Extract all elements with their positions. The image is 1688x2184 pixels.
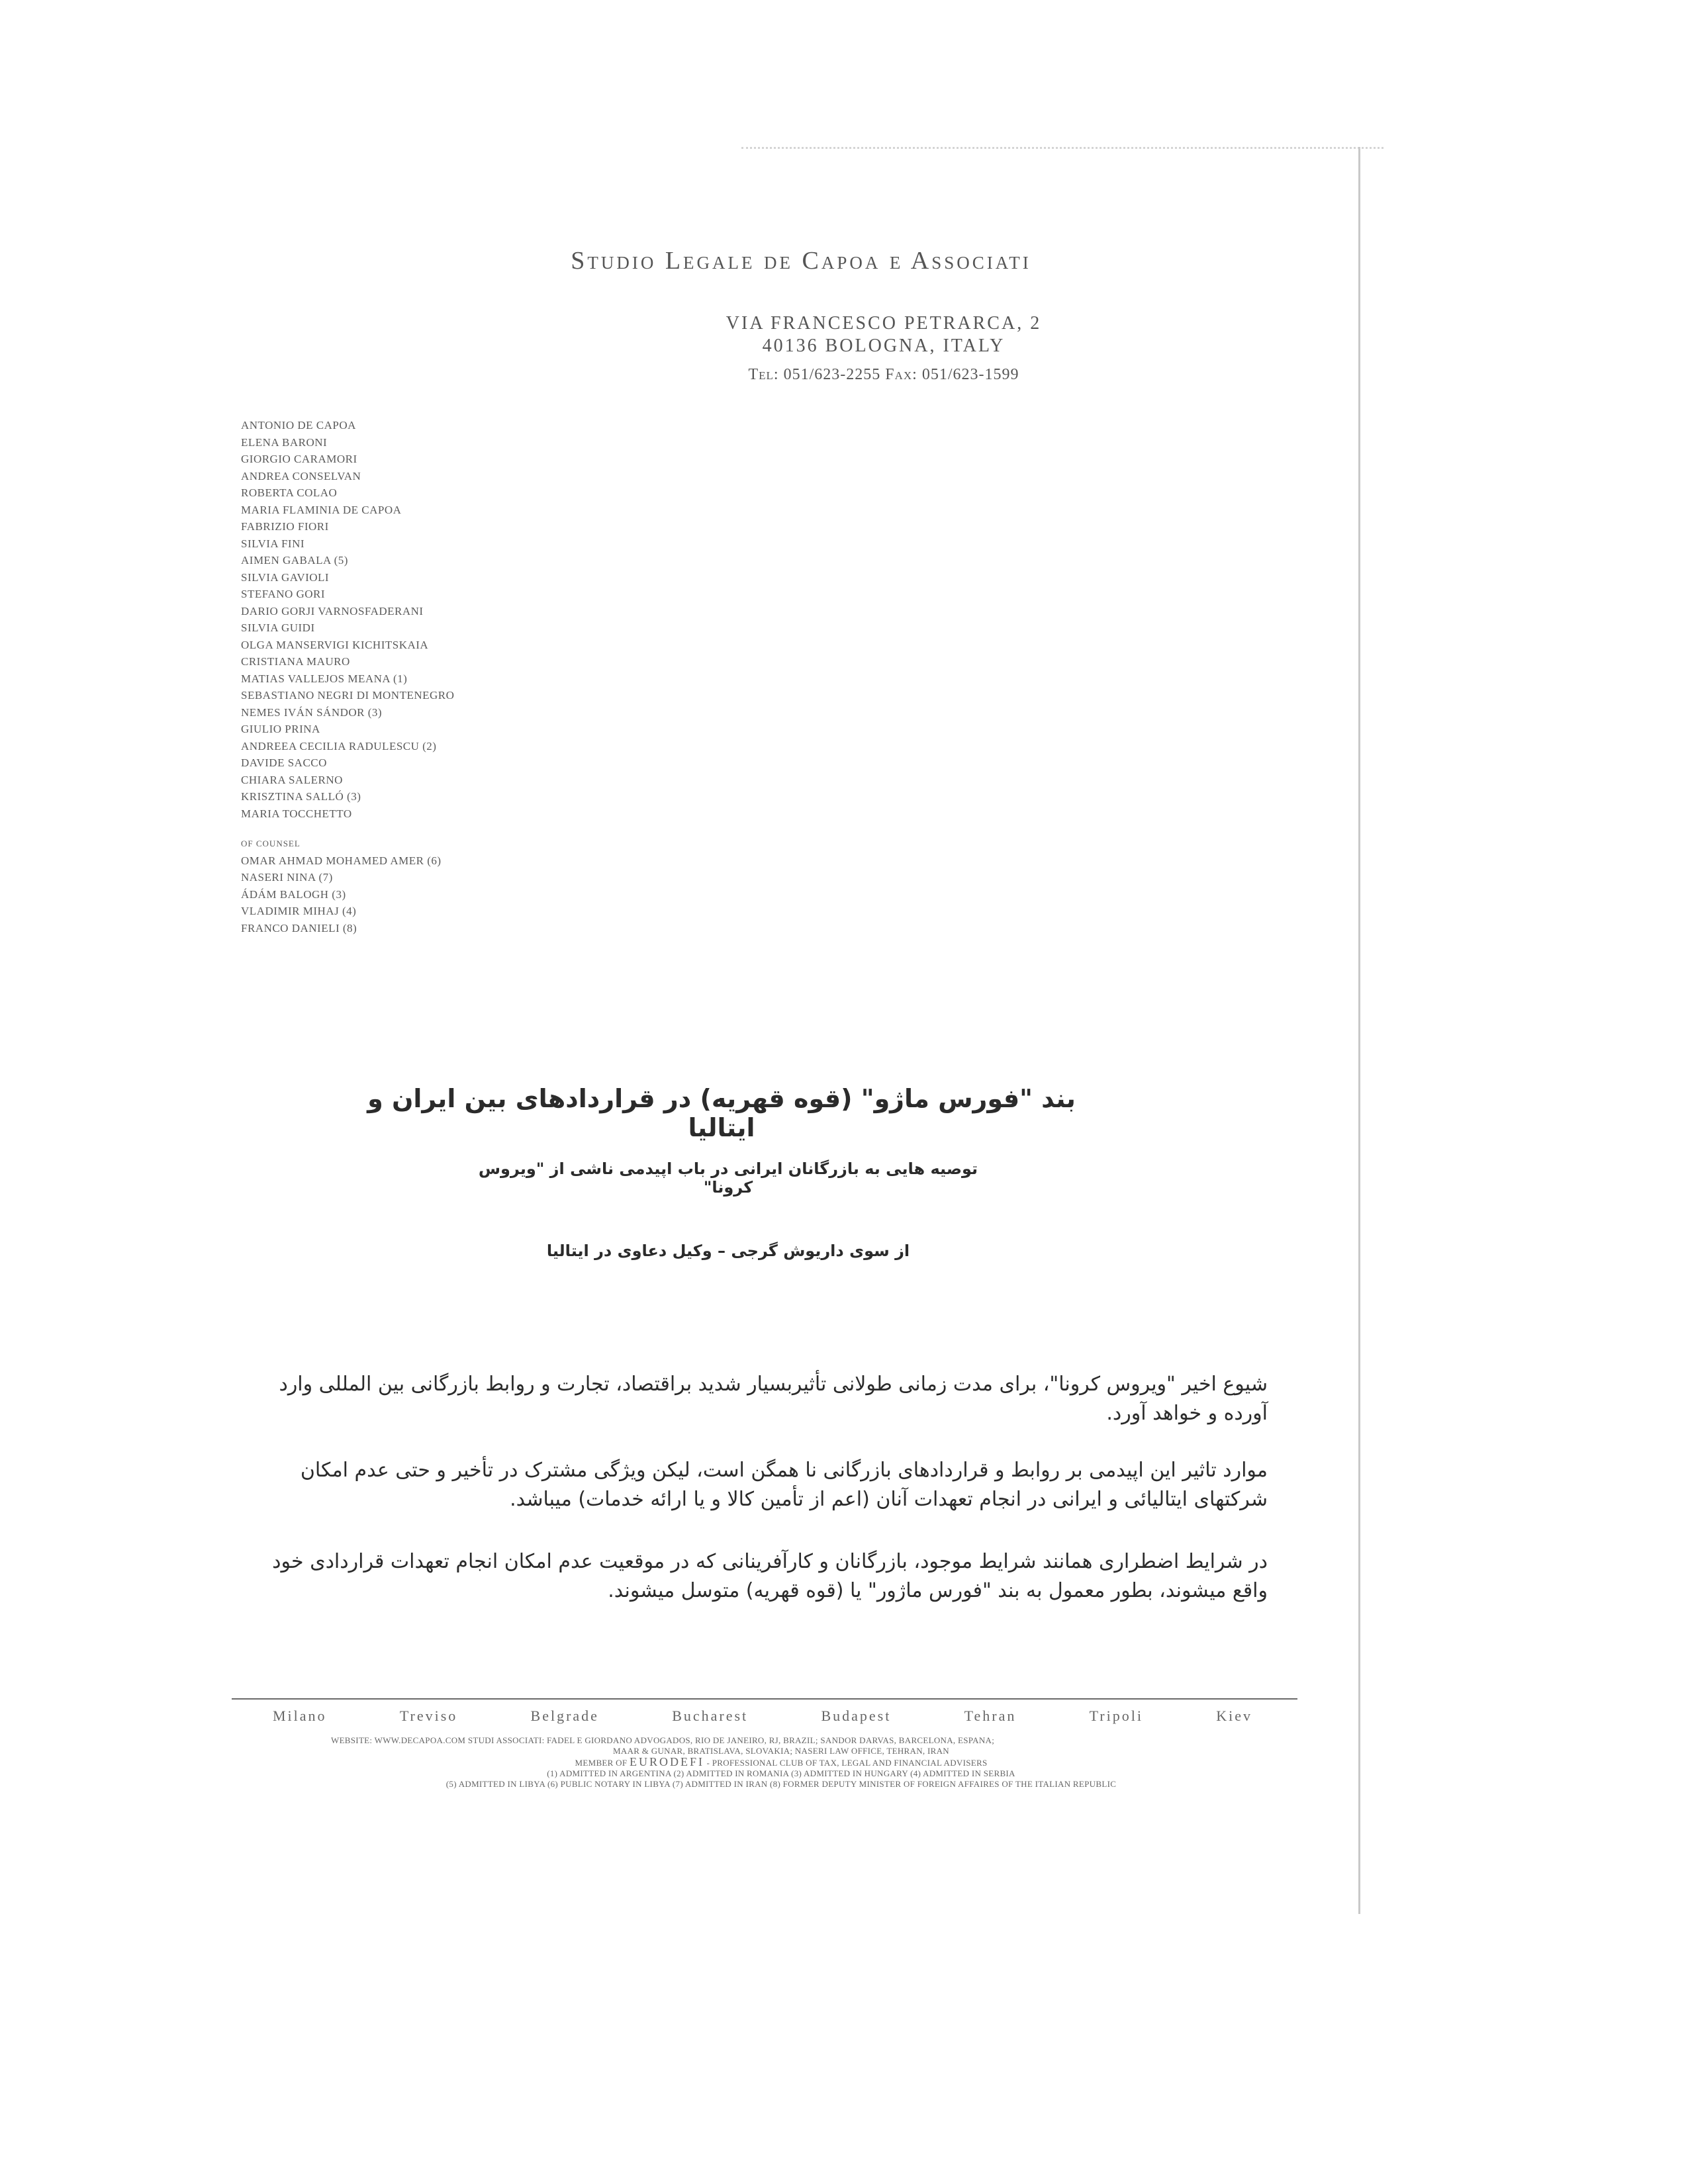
partner-name: STEFANO GORI	[241, 588, 326, 600]
partner-name: CHIARA SALERNO	[241, 773, 343, 786]
associates-line: MAAR & GUNAR, BRATISLAVA, SLOVAKIA; NASERI LAW OFFICE, TEHRAN, IRAN	[613, 1746, 949, 1756]
scan-edge-top	[741, 147, 1383, 151]
partner-list	[241, 417, 454, 936]
body-paragraph: در شرایط اضطراری همانند شرایط موجود، بازرگانان و کارآفرینانی که در موقعیت عدم امکان انجام تعهدات قراردادی خود واقع میشوند، بطور معمول به بند "فورس ماژور" یا (قوه قهریه) متوسل میشوند.	[272, 1550, 1268, 1602]
footer-divider	[232, 1698, 1297, 1700]
firm-address	[0, 312, 1688, 357]
city-name: Budapest	[821, 1707, 892, 1724]
city-name: Treviso	[399, 1707, 458, 1724]
partner-name: MARIA FLAMINIA DE CAPOA	[241, 503, 402, 516]
partner-name: KRISZTINA SALLÓ (3)	[241, 790, 361, 803]
city-name: Kiev	[1216, 1707, 1252, 1724]
list-spacer	[241, 822, 454, 835]
article-author: از سوی داریوش گرجی – وکیل دعاوی در ایتالیا	[546, 1242, 910, 1260]
admissions-line: (1) ADMITTED IN ARGENTINA (2) ADMITTED IN ROMANIA (3) ADMITTED IN HUNGARY (4) ADMITTED IN SERBIA	[547, 1768, 1015, 1778]
counsel-name: OMAR AHMAD MOHAMED AMER (6)	[241, 854, 442, 867]
membership-line	[331, 1756, 1231, 1768]
partner-name: NEMES IVÁN SÁNDOR (3)	[241, 705, 383, 719]
city-name: Belgrade	[530, 1707, 599, 1724]
website-associates-line: WEBSITE: WWW.DECAPOA.COM STUDI ASSOCIATI: FADEL E GIORDANO ADVOGADOS, RIO DE JANEIRO, RJ, BRAZIL; SANDOR DARVAS, BARCELONA, ESPANA;	[331, 1735, 995, 1745]
partner-name: OLGA MANSERVIGI KICHITSKAIA	[241, 638, 429, 651]
article-subtitle: توصیه هایی به بازرگانان ایرانی در باب اپیدمی ناشی از "ویروس کرونا"	[478, 1160, 978, 1197]
partner-name: GIORGIO CARAMORI	[241, 453, 357, 465]
counsel-name: FRANCO DANIELI (8)	[241, 921, 357, 934]
member-suffix: - PROFESSIONAL CLUB OF TAX, LEGAL AND FINANCIAL ADVISERS	[706, 1758, 988, 1768]
body-paragraph: موارد تاثیر این اپیدمی بر روابط و قراردادهای بازرگانی نا همگن است، لیکن ویژگی مشترک در تأخیر و حتی عدم امکان شرکتهای ایتالیائی و ایرانی در انجام تعهدات آنان (اعم از تأمین کالا و یا ارائه خدمات) میباشد.	[300, 1459, 1268, 1511]
partner-name: SEBASTIANO NEGRI DI MONTENEGRO	[241, 689, 455, 702]
partner-name: CRISTIANA MAURO	[241, 655, 350, 668]
partner-name: AIMEN GABALA (5)	[241, 554, 348, 567]
of-counsel-label: OF COUNSEL	[241, 839, 301, 848]
office-cities	[273, 1707, 1252, 1725]
partner-name: SILVIA GUIDI	[241, 621, 315, 634]
partner-name: GIULIO PRINA	[241, 723, 320, 735]
partner-name: SILVIA GAVIOLI	[241, 570, 330, 584]
partner-name: MATIAS VALLEJOS MEANA (1)	[241, 672, 408, 685]
partner-name: ROBERTA COLAO	[241, 486, 338, 499]
counsel-name: NASERI NINA (7)	[241, 871, 333, 884]
counsel-name: VLADIMIR MIHAJ (4)	[241, 905, 357, 917]
city-name: Tehran	[964, 1707, 1017, 1724]
partner-name: MARIA TOCCHETTO	[241, 807, 352, 820]
counsel-name: ÁDÁM BALOGH (3)	[241, 887, 346, 901]
eurodefi-name: EURODEFI	[629, 1755, 704, 1768]
partner-name: ANDREA CONSELVAN	[241, 469, 361, 482]
partner-name: DAVIDE SACCO	[241, 756, 327, 769]
partner-name: ANDREEA CECILIA RADULESCU (2)	[241, 739, 437, 752]
firm-phones: Tel: 051/623-2255 Fax: 051/623-1599	[748, 366, 1019, 383]
partner-name: DARIO GORJI VARNOSFADERANI	[241, 604, 424, 617]
city-name: Bucharest	[672, 1707, 749, 1724]
admissions-line: (5) ADMITTED IN LIBYA (6) PUBLIC NOTARY IN LIBYA (7) ADMITTED IN IRAN (8) FORMER DEPUTY MINISTER OF FOREIGN AFFAIRES OF THE ITALIAN REPUBLIC	[445, 1779, 1117, 1789]
city-name: Milano	[273, 1707, 327, 1724]
address-line-1: VIA FRANCESCO PETRARCA, 2	[726, 313, 1042, 334]
footer-notes	[331, 1735, 1231, 1790]
firm-name: Studio Legale de Capoa e Associati	[571, 247, 1031, 275]
city-name: Tripoli	[1089, 1707, 1143, 1724]
scan-edge-right	[1358, 147, 1360, 1914]
partner-name: FABRIZIO FIORI	[241, 520, 329, 533]
member-prefix: MEMBER OF	[575, 1758, 628, 1768]
partner-name: ANTONIO DE CAPOA	[241, 419, 356, 432]
address-line-2: 40136 BOLOGNA, ITALY	[762, 336, 1006, 356]
partner-name: SILVIA FINI	[241, 537, 305, 550]
article-title: بند "فورس ماژو" (قوه قهریه) در قراردادهای بین ایران و ایتالیا	[367, 1084, 1076, 1142]
body-paragraph: شیوع اخیر "ویروس کرونا"، برای مدت زمانی طولانی تأثیربسیار شدید براقتصاد، تجارت و روابط بازرگانی بین المللی وارد آورده و خواهد آورد.	[279, 1373, 1268, 1425]
partner-name: ELENA BARONI	[241, 435, 328, 449]
